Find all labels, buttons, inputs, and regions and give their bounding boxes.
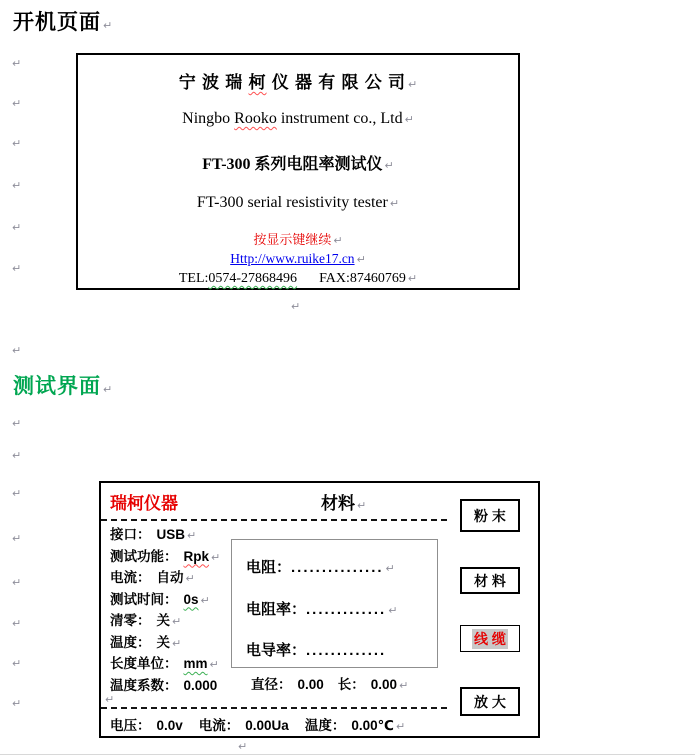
paragraph-mark: ↵ <box>172 636 182 650</box>
startup-screen-panel <box>76 53 520 290</box>
setting-zeroing: 清零： 关 ↵ <box>110 613 182 628</box>
paragraph-mark: ↵ <box>200 593 210 607</box>
spellcheck-word: 0574-27868496 <box>208 271 298 286</box>
status-bar: 电压： 0.0v 电流： 0.00Ua 温度： 0.00℃ ↵ <box>110 718 406 733</box>
wire-button[interactable]: 线 缆 <box>460 625 520 652</box>
paragraph-mark: ↵ <box>12 449 22 462</box>
setting-test-time: 测试时间： 0s ↵ <box>110 591 210 607</box>
setting-test-function: 测试功能： Rpk ↵ <box>110 548 221 564</box>
paragraph-mark: ↵ <box>103 19 113 32</box>
paragraph-mark: ↵ <box>12 487 22 500</box>
paragraph-mark: ↵ <box>12 617 22 630</box>
paragraph-mark: ↵ <box>12 417 22 430</box>
paragraph-mark: ↵ <box>185 572 195 585</box>
readout-panel <box>231 539 438 668</box>
product-name-cn: FT-300 系列电阻率测试仪 ↵ <box>202 156 394 173</box>
website-line <box>78 251 518 267</box>
paragraph-mark: ↵ <box>12 221 22 234</box>
paragraph-mark: ↵ <box>12 697 22 710</box>
paragraph-mark: ↵ <box>399 679 409 692</box>
press-key-prompt: 按显示键继续 ↵ <box>253 232 343 247</box>
paragraph-mark: ↵ <box>12 532 22 545</box>
settings-list <box>110 524 220 696</box>
paragraph-mark: ↵ <box>12 576 22 589</box>
setting-interface: 接口： USB ↵ <box>110 527 197 542</box>
paragraph-mark: ↵ <box>395 720 406 733</box>
paragraph-mark: ↵ <box>388 604 398 617</box>
geometry-row: 直径： 0.00 长： 0.00 ↵ <box>251 677 409 692</box>
setting-temperature: 温度： 关 ↵ <box>110 634 182 650</box>
paragraph-mark: ↵ <box>356 253 366 266</box>
header-divider <box>101 519 447 521</box>
paragraph-mark: ↵ <box>12 137 22 150</box>
paragraph-mark: ↵ <box>333 234 343 247</box>
brand-label: 瑞柯仪器 <box>110 494 178 513</box>
mode-label: 材料 ↵ <box>321 494 367 513</box>
paragraph-mark: ↵ <box>12 57 22 70</box>
paragraph-mark: ↵ <box>291 300 301 313</box>
resistance-readout: 电阻：............... ↵ <box>246 559 395 576</box>
paragraph-mark: ↵ <box>407 272 418 285</box>
paragraph-mark: ↵ <box>12 344 22 357</box>
paragraph-mark: ↵ <box>408 78 418 91</box>
status-divider <box>101 707 447 709</box>
paragraph-mark: ↵ <box>357 499 367 512</box>
paragraph-mark: ↵ <box>187 529 197 542</box>
paragraph-mark: ↵ <box>105 693 115 706</box>
paragraph-mark: ↵ <box>12 179 22 192</box>
paragraph-mark: ↵ <box>384 159 394 172</box>
paragraph-mark: ↵ <box>389 197 400 210</box>
product-name-en: FT-300 serial resistivity tester ↵ <box>196 194 400 211</box>
setting-temp-coefficient: 温度系数： 0.000 <box>110 677 218 693</box>
spellcheck-word: Rooko <box>234 110 277 127</box>
paragraph-mark: ↵ <box>172 615 182 628</box>
spellcheck-word: 柯 <box>248 73 267 92</box>
test-heading: 测试界面 ↵ <box>13 374 113 398</box>
tel-fax-line: TEL:0574-27868496 FAX:87460769 ↵ <box>178 271 418 286</box>
test-screen-panel <box>99 481 540 738</box>
company-name-en: Ningbo Rooko instrument co., Ltd ↵ <box>182 110 414 127</box>
paragraph-mark: ↵ <box>209 658 219 671</box>
setting-length-unit: 长度单位： mm ↵ <box>110 656 219 671</box>
paragraph-mark: ↵ <box>103 383 113 396</box>
enlarge-button[interactable]: 放 大 <box>460 687 520 716</box>
powder-button[interactable]: 粉 末 <box>460 499 520 532</box>
setting-current: 电流： 自动 ↵ <box>110 570 195 585</box>
company-name-cn: 宁 波 瑞 柯 仪 器 有 限 公 司 ↵ <box>178 73 418 92</box>
conductivity-readout: 电导率：............. <box>246 642 387 659</box>
paragraph-mark: ↵ <box>385 562 395 575</box>
paragraph-mark: ↵ <box>211 550 221 564</box>
paragraph-mark: ↵ <box>12 97 22 110</box>
paragraph-mark: ↵ <box>12 657 22 670</box>
paragraph-mark: ↵ <box>404 113 414 126</box>
paragraph-mark: ↵ <box>238 740 248 753</box>
startup-heading: 开机页面 ↵ <box>13 10 113 34</box>
material-button[interactable]: 材 料 <box>460 567 520 594</box>
resistivity-readout: 电阻率：............. ↵ <box>246 601 398 618</box>
website-link[interactable]: Http://www.ruike17.cn <box>230 251 355 266</box>
paragraph-mark: ↵ <box>12 262 22 275</box>
